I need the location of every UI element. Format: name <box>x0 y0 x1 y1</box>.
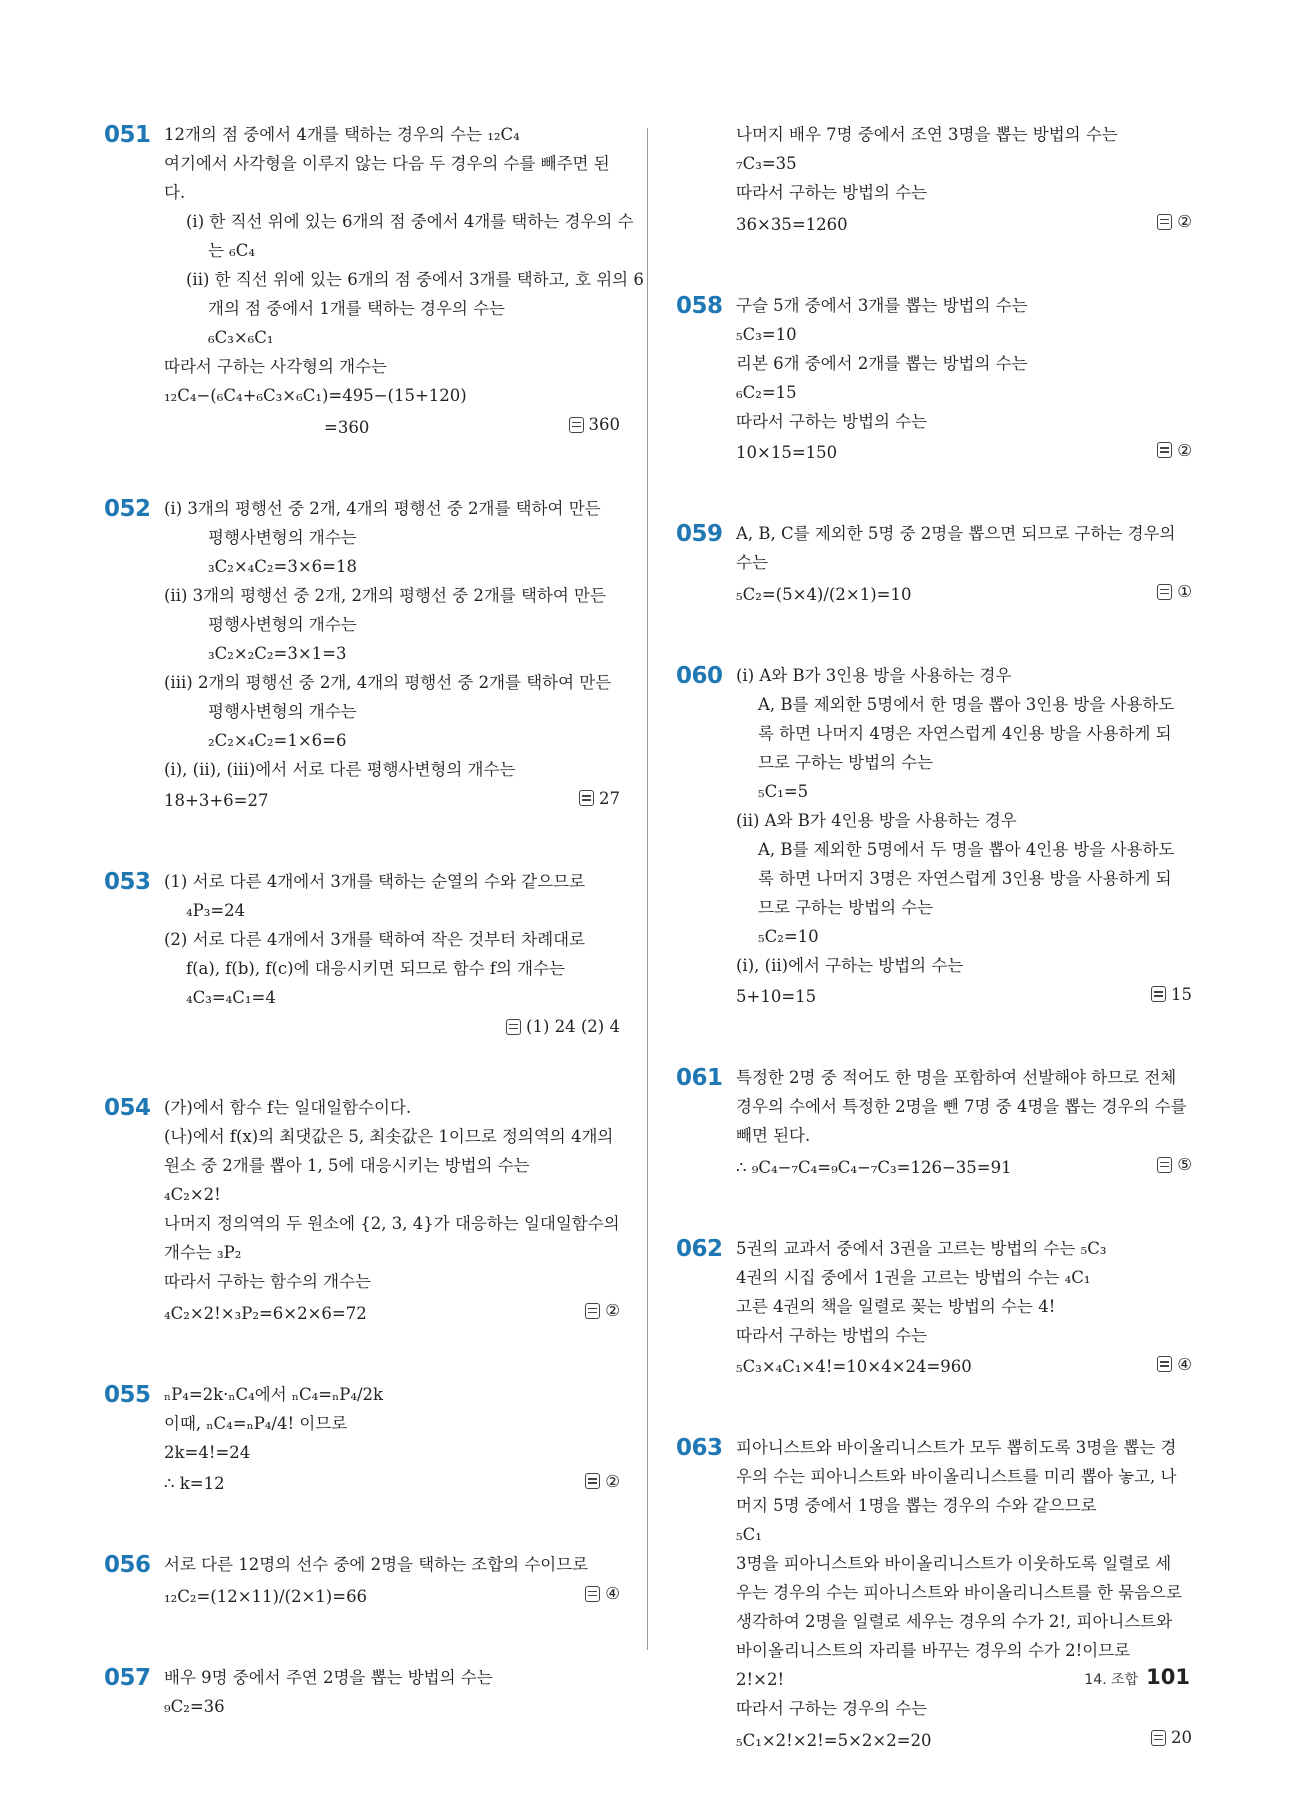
solution-line <box>164 523 620 552</box>
solution-line <box>736 661 1192 690</box>
problem-number: 056 <box>104 1552 151 1578</box>
solution-line <box>736 893 1192 922</box>
solution-line <box>736 1578 1192 1607</box>
solution-body <box>736 661 1192 1012</box>
answer-mark <box>1157 577 1192 606</box>
problem-061 <box>676 1063 1192 1182</box>
solution-text: A, B를 제외한 5명에서 한 명을 뽑아 3인용 방을 사용하도 <box>758 694 1175 714</box>
solution-body <box>164 1550 620 1611</box>
solution-text: 배우 9명 중에서 주연 2명을 뽑는 방법의 수는 <box>164 1667 493 1687</box>
solution-line <box>164 381 620 410</box>
problem-number: 052 <box>104 495 151 522</box>
solution-text: 5권의 교과서 중에서 3권을 고르는 방법의 수는 ₅C₃ <box>736 1238 1107 1258</box>
solution-text: 서로 다른 12명의 선수 중에 2명을 택하는 조합의 수이므로 <box>164 1555 589 1574</box>
solution-line <box>164 1380 620 1409</box>
answer-value: ④ <box>1177 1354 1192 1374</box>
solution-text: 는 ₆C₄ <box>208 241 256 260</box>
solution-line <box>736 1607 1192 1636</box>
answer-icon <box>1157 214 1172 230</box>
column-divider <box>647 128 648 1650</box>
problem-059 <box>676 519 1192 609</box>
solution-text: (i), (ii), (iii)에서 서로 다른 평행사변형의 개수는 <box>164 759 516 779</box>
solution-line <box>164 552 620 581</box>
solution-text: ₅C₂=(5×4)/(2×1)=10 <box>736 584 912 604</box>
solution-text: 4권의 시집 중에서 1권을 고르는 방법의 수는 ₄C₁ <box>736 1267 1091 1287</box>
answer-mark <box>569 410 621 439</box>
solution-text: 평행사변형의 개수는 <box>208 701 357 721</box>
answer-icon <box>569 417 584 433</box>
solution-line <box>164 207 634 236</box>
solution-text: 록 하면 나머지 3명은 자연스럽게 3인용 방을 사용하게 되 <box>758 868 1172 888</box>
solution-line <box>736 1063 1192 1092</box>
problem-number: 063 <box>676 1435 723 1461</box>
solution-line <box>736 178 1192 207</box>
solution-line <box>736 1433 1192 1462</box>
solution-text: 따라서 구하는 방법의 수는 <box>736 183 928 202</box>
solution-text: 므로 구하는 방법의 수는 <box>758 897 934 917</box>
solution-line <box>164 1692 620 1721</box>
solution-body <box>736 291 1192 468</box>
solution-line <box>164 925 620 954</box>
solution-line <box>164 1180 620 1209</box>
solution-text: 18+3+6=27 <box>164 791 269 810</box>
solution-text: 피아니스트와 바이올리니스트가 모두 뽑히도록 3명을 뽑는 경 <box>736 1438 1177 1457</box>
problem-063 <box>676 1433 1192 1755</box>
solution-body <box>164 494 620 816</box>
solution-line <box>736 1549 1192 1578</box>
solution-text: ₅C₁=5 <box>758 781 809 801</box>
answer-value: ② <box>1177 212 1192 231</box>
solution-text: (2) 서로 다른 4개에서 3개를 택하여 작은 것부터 차례대로 <box>164 930 586 949</box>
answer-mark <box>1157 1350 1192 1379</box>
solution-line <box>736 1150 1192 1182</box>
problem-number: 060 <box>676 662 723 689</box>
solution-text: f(a), f(b), f(c)에 대응시키면 되므로 함수 f의 개수는 <box>186 959 565 978</box>
solution-line <box>736 1636 1192 1665</box>
solution-text: (ii) A와 B가 4인용 방을 사용하는 경우 <box>736 810 1017 830</box>
solution-line <box>736 407 1192 436</box>
solution-text: 원소 중 2개를 뽑아 1, 5에 대응시키는 방법의 수는 <box>164 1156 530 1175</box>
solution-text: ₅C₂=10 <box>758 926 819 946</box>
solution-line <box>736 519 1192 548</box>
solution-line <box>164 236 620 265</box>
solution-line <box>164 896 620 925</box>
solution-line <box>736 1491 1192 1520</box>
solution-text: 수는 <box>736 553 768 572</box>
solution-text: 나머지 정의역의 두 원소에 {2, 3, 4}가 대응하는 일대일함수의 <box>164 1214 620 1233</box>
solution-text: ₃C₂×₂C₂=3×1=3 <box>208 643 347 663</box>
solution-text: ₅C₁×2!×2!=5×2×2=20 <box>736 1730 932 1750</box>
solution-body <box>736 519 1192 609</box>
solution-text: ₄C₂×2!×₃P₂=6×2×6=72 <box>164 1303 367 1323</box>
answer-value: ② <box>605 1471 620 1491</box>
answer-mark <box>1157 207 1192 236</box>
solution-line <box>164 294 620 323</box>
answer-mark <box>506 1012 620 1041</box>
solution-text: ₁₂C₂=(12×11)/(2×1)=66 <box>164 1586 368 1606</box>
answer-mark <box>579 784 620 813</box>
solution-line <box>164 1151 620 1180</box>
solution-text: (1) 서로 다른 4개에서 3개를 택하는 순열의 수와 같으므로 <box>164 872 586 891</box>
solution-line <box>164 120 620 149</box>
solution-line <box>736 436 1192 468</box>
problem-062 <box>676 1234 1192 1382</box>
solution-line <box>736 291 1192 320</box>
solution-line <box>164 1579 620 1611</box>
solution-text: 개의 점 중에서 1개를 택하는 경우의 수는 <box>208 299 505 318</box>
solution-line <box>736 1723 1192 1755</box>
solution-text: 36×35=1260 <box>736 214 848 234</box>
answer-icon <box>506 1019 521 1035</box>
answer-value: (1) 24 (2) 4 <box>526 1017 620 1036</box>
solution-text: ₂C₂×₄C₂=1×6=6 <box>208 730 347 750</box>
solution-body <box>164 1093 620 1328</box>
solution-text: (iii) 2개의 평행선 중 2개, 4개의 평행선 중 2개를 택하여 만든 <box>164 672 612 692</box>
solution-text: 생각하여 2명을 일렬로 세우는 경우의 수가 2!, 피아니스트와 <box>736 1612 1173 1631</box>
chapter-label: 14. 조합 <box>1084 1672 1139 1688</box>
solution-line <box>736 1520 1192 1549</box>
answer-mark <box>1157 1150 1192 1179</box>
solution-text: (i) 3개의 평행선 중 2개, 4개의 평행선 중 2개를 택하여 만든 <box>164 498 601 518</box>
problem-057 <box>104 1663 620 1721</box>
solution-text: 평행사변형의 개수는 <box>208 527 357 547</box>
solution-line <box>736 980 1192 1012</box>
solution-line <box>164 1550 620 1579</box>
solution-text: 2k=4!=24 <box>164 1442 251 1462</box>
problem-055 <box>104 1380 620 1499</box>
solution-line <box>736 349 1192 378</box>
solution-text: ₉C₂=36 <box>164 1696 225 1716</box>
solution-text: ₄P₃=24 <box>186 901 246 920</box>
solution-text: ₄C₃=₄C₁=4 <box>186 988 276 1007</box>
solution-body <box>164 120 644 442</box>
problem-number: 059 <box>676 521 723 547</box>
solution-text: (ii) 3개의 평행선 중 2개, 2개의 평행선 중 2개를 택하여 만든 <box>164 585 606 605</box>
solution-line <box>164 784 620 816</box>
answer-icon <box>585 1303 600 1319</box>
answer-value: ② <box>605 1301 620 1320</box>
solution-line <box>736 690 1192 719</box>
solution-line <box>164 1209 620 1238</box>
answer-icon <box>1157 442 1172 458</box>
solution-text: 리본 6개 중에서 2개를 뽑는 방법의 수는 <box>736 353 1028 373</box>
solution-text: ₙP₄=2k·ₙC₄에서 ₙC₄=ₙP₄/2k <box>164 1384 384 1404</box>
solution-line <box>164 1238 620 1267</box>
solution-text: 12개의 점 중에서 4개를 택하는 경우의 수는 ₁₂C₄ <box>164 125 520 144</box>
solution-text: ₅C₃×₄C₁×4!=10×4×24=960 <box>736 1357 972 1376</box>
solution-line <box>736 864 1192 893</box>
solution-text: (나)에서 f(x)의 최댓값은 5, 최솟값은 1이므로 정의역의 4개의 <box>164 1127 614 1146</box>
solution-line <box>736 719 1192 748</box>
answer-value: ④ <box>605 1584 620 1603</box>
solution-line <box>164 668 620 697</box>
solution-text: ∴ ₉C₄−₇C₄=₉C₄−₇C₃=126−35=91 <box>736 1157 1012 1177</box>
solution-line <box>736 1462 1192 1491</box>
solution-text: 바이올리니스트의 자리를 바꾸는 경우의 수가 2!이므로 <box>736 1641 1131 1660</box>
answer-icon <box>1157 1356 1172 1372</box>
solution-line <box>736 1694 1192 1723</box>
solution-line <box>736 777 1192 806</box>
answer-mark <box>1157 436 1192 465</box>
solution-line <box>736 1121 1192 1150</box>
answer-mark <box>585 1467 620 1496</box>
solution-text: 고른 4권의 책을 일렬로 꽂는 방법의 수는 4! <box>736 1296 1056 1316</box>
solution-text: 경우의 수에서 특정한 2명을 뺀 7명 중 4명을 뽑는 경우의 수를 <box>736 1097 1187 1116</box>
answer-mark <box>585 1296 620 1325</box>
solution-line <box>736 1350 1192 1382</box>
solution-text: 우는 경우의 수는 피아니스트와 바이올리니스트를 한 묶음으로 <box>736 1583 1182 1602</box>
solution-line <box>736 1292 1192 1321</box>
problem-056 <box>104 1550 620 1611</box>
solution-line <box>164 1093 620 1122</box>
solution-body <box>736 1234 1192 1382</box>
solution-text: 따라서 구하는 사각형의 개수는 <box>164 357 387 376</box>
solution-body <box>164 1380 620 1499</box>
solution-text: A, B, C를 제외한 5명 중 2명을 뽑으면 되므로 구하는 경우의 <box>736 524 1176 543</box>
solution-text: 록 하면 나머지 4명은 자연스럽게 4인용 방을 사용하게 되 <box>758 723 1172 743</box>
solution-text: (i) 한 직선 위에 있는 6개의 점 중에서 4개를 택하는 경우의 수 <box>186 212 634 231</box>
solution-line <box>164 726 620 755</box>
solution-text: ₅C₃=10 <box>736 324 797 344</box>
answer-mark <box>1151 1723 1192 1752</box>
problem-058 <box>676 291 1192 468</box>
solution-text: 특정한 2명 중 적어도 한 명을 포함하여 선발해야 하므로 전체 <box>736 1068 1177 1087</box>
solution-text: 2!×2! <box>736 1670 785 1689</box>
solution-line <box>164 954 620 983</box>
solution-text: 구슬 5개 중에서 3개를 뽑는 방법의 수는 <box>736 295 1028 315</box>
solution-text: ₁₂C₄−(₆C₄+₆C₃×₆C₁)=495−(15+120) <box>164 386 467 405</box>
solution-text: (가)에서 함수 f는 일대일함수이다. <box>164 1098 412 1117</box>
solution-line <box>736 320 1192 349</box>
solution-text: 3명을 피아니스트와 바이올리니스트가 이웃하도록 일렬로 세 <box>736 1554 1172 1573</box>
solution-line <box>164 494 620 523</box>
solution-text: (i), (ii)에서 구하는 방법의 수는 <box>736 955 964 975</box>
problem-number: 054 <box>104 1095 151 1121</box>
answer-value: ① <box>1177 582 1192 601</box>
solution-line <box>736 120 1192 149</box>
answer-icon <box>1151 1730 1166 1746</box>
solution-text: ₆C₂=15 <box>736 382 797 402</box>
problem-number: 061 <box>676 1065 723 1091</box>
page-footer <box>1084 1665 1190 1689</box>
solution-text: ₇C₃=35 <box>736 154 797 173</box>
solution-line <box>164 352 620 381</box>
problem-number: 051 <box>104 122 151 148</box>
left-column <box>104 120 644 1773</box>
problem-continued <box>676 120 1192 239</box>
solution-line <box>736 951 1192 980</box>
problem-051 <box>104 120 644 442</box>
solution-text: 여기에서 사각형을 이루지 않는 다음 두 경우의 수를 빼주면 된다. <box>164 154 610 202</box>
solution-text: 머지 5명 중에서 1명을 뽑는 경우의 수와 같으므로 <box>736 1496 1097 1515</box>
solution-text: 따라서 구하는 방법의 수는 <box>736 411 928 431</box>
solution-line <box>164 755 620 784</box>
solution-line <box>736 1092 1192 1121</box>
problem-052 <box>104 494 620 816</box>
solution-text: 이때, ₙC₄=ₙP₄/4! 이므로 <box>164 1413 348 1433</box>
answer-value: 27 <box>599 788 620 808</box>
problem-number: 055 <box>104 1381 151 1408</box>
solution-text: 나머지 배우 7명 중에서 조연 3명을 뽑는 방법의 수는 <box>736 125 1118 144</box>
answer-icon <box>1151 986 1166 1002</box>
answer-mark <box>1151 980 1192 1009</box>
solution-line <box>736 548 1192 577</box>
solution-line <box>164 581 620 610</box>
answer-icon <box>1157 1157 1172 1173</box>
solution-line <box>164 610 620 639</box>
answer-value: ② <box>1177 440 1192 460</box>
solution-line <box>164 265 644 294</box>
solution-text: ₄C₂×2! <box>164 1185 221 1204</box>
solution-text: ₅C₁ <box>736 1525 762 1544</box>
solution-text: 따라서 구하는 방법의 수는 <box>736 1325 928 1345</box>
solution-text: ∴ k=12 <box>164 1474 225 1493</box>
answer-value: ⑤ <box>1177 1155 1192 1174</box>
problem-number: 057 <box>104 1664 151 1691</box>
solution-text: 우의 수는 피아니스트와 바이올리니스트를 미리 뽑아 놓고, 나 <box>736 1467 1177 1486</box>
solution-body <box>164 867 620 1041</box>
solution-line <box>164 1296 620 1328</box>
solution-line <box>736 922 1192 951</box>
solution-text: 므로 구하는 방법의 수는 <box>758 752 934 772</box>
solution-body <box>164 1663 620 1721</box>
solution-text: 5+10=15 <box>736 987 817 1006</box>
solution-line <box>736 835 1192 864</box>
solution-line <box>736 378 1192 407</box>
right-column <box>676 120 1192 1807</box>
solution-text: =360 <box>324 417 370 437</box>
solution-line <box>164 639 620 668</box>
solution-body <box>736 1433 1192 1755</box>
solution-line <box>736 1263 1192 1292</box>
solution-line <box>164 410 620 442</box>
solution-line <box>736 1321 1192 1350</box>
solution-line <box>164 1267 620 1296</box>
answer-value: 15 <box>1171 984 1192 1004</box>
solution-body <box>736 1063 1192 1182</box>
solution-line <box>164 1409 620 1438</box>
solution-line <box>736 806 1192 835</box>
solution-text: 평행사변형의 개수는 <box>208 614 357 634</box>
answer-icon <box>585 1586 600 1602</box>
solution-line <box>736 577 1192 609</box>
problem-number: 062 <box>676 1235 723 1262</box>
solution-text: (ii) 한 직선 위에 있는 6개의 점 중에서 3개를 택하고, 호 위의 6 <box>186 270 644 289</box>
solution-line <box>736 207 1192 239</box>
solution-line <box>164 1467 620 1499</box>
solution-body <box>736 120 1192 239</box>
problem-053 <box>104 867 620 1041</box>
solution-text: ₃C₂×₄C₂=3×6=18 <box>208 556 357 576</box>
solution-text: 따라서 구하는 함수의 개수는 <box>164 1272 372 1291</box>
solution-line <box>736 748 1192 777</box>
problem-number: 058 <box>676 292 723 319</box>
solution-line <box>164 149 620 207</box>
problem-number: 053 <box>104 869 151 895</box>
answer-value: 360 <box>588 415 620 434</box>
problem-060 <box>676 661 1192 1012</box>
solution-line <box>164 697 620 726</box>
answer-icon <box>1157 584 1172 600</box>
solution-line <box>736 149 1192 178</box>
solution-line <box>164 983 620 1012</box>
answer-value: 20 <box>1171 1728 1192 1747</box>
solution-text: 따라서 구하는 경우의 수는 <box>736 1699 928 1718</box>
solution-line <box>164 1663 620 1692</box>
solution-text: 10×15=150 <box>736 443 838 462</box>
solution-line <box>164 1122 620 1151</box>
solution-line <box>736 1234 1192 1263</box>
answer-icon <box>579 790 594 806</box>
answer-icon <box>585 1473 600 1489</box>
page-number: 101 <box>1146 1665 1190 1689</box>
solution-text: 개수는 ₃P₂ <box>164 1243 242 1262</box>
solution-line <box>164 1438 620 1467</box>
problem-054 <box>104 1093 620 1328</box>
solution-text: (i) A와 B가 3인용 방을 사용하는 경우 <box>736 665 1012 685</box>
solution-text: A, B를 제외한 5명에서 두 명을 뽑아 4인용 방을 사용하도 <box>758 839 1175 859</box>
solution-text: ₆C₃×₆C₁ <box>208 328 274 347</box>
solution-line <box>164 323 620 352</box>
solution-line <box>164 867 620 896</box>
solution-line <box>164 1012 620 1041</box>
solution-text: 빼면 된다. <box>736 1126 811 1145</box>
answer-mark <box>585 1579 620 1608</box>
